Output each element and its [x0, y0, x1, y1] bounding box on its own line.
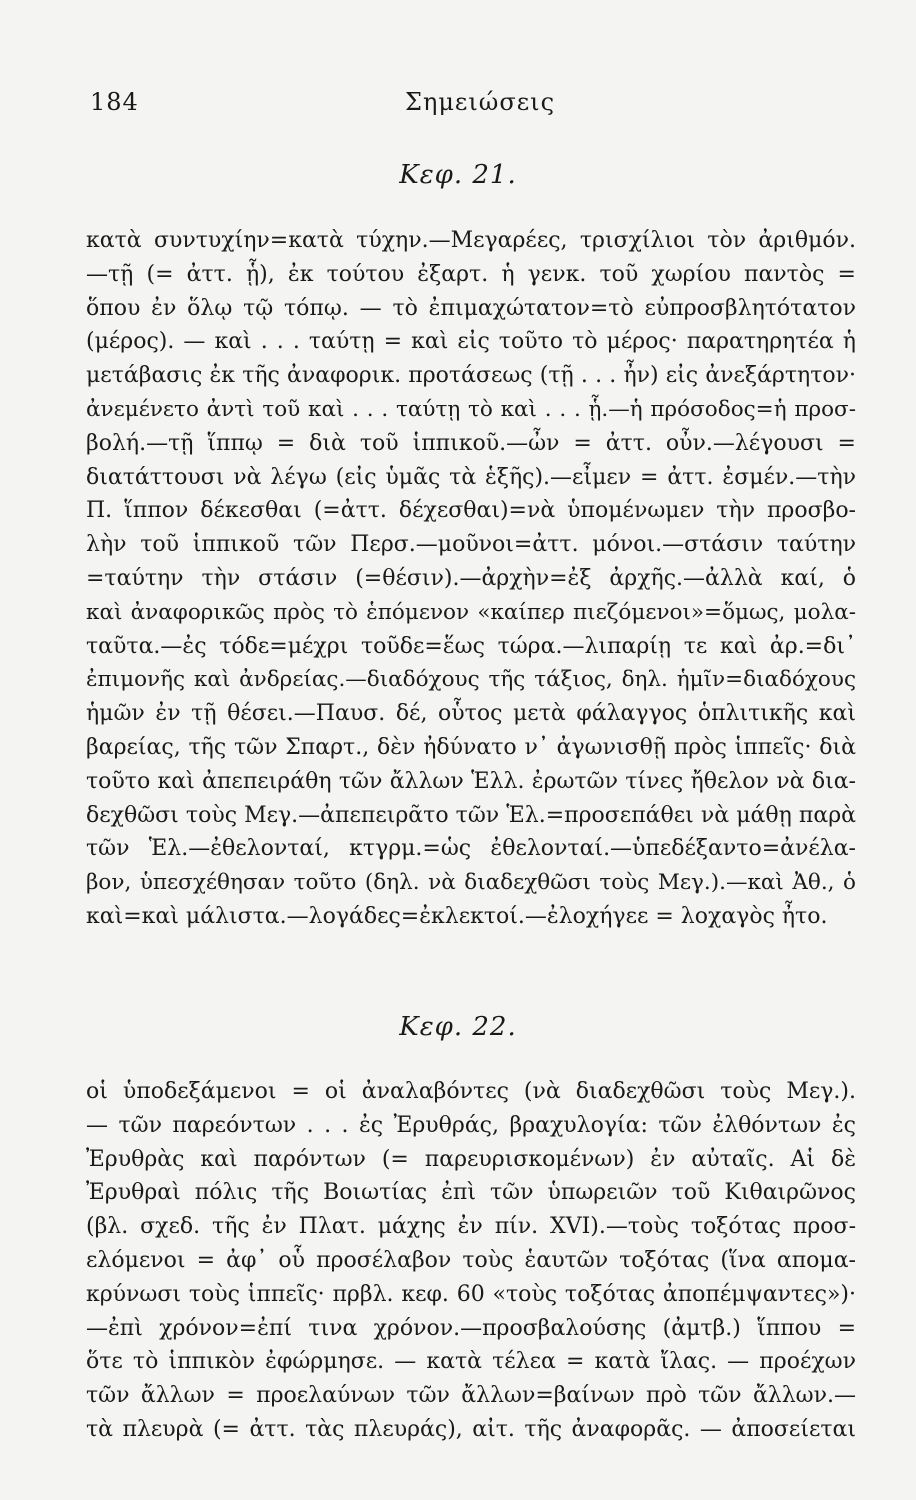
text-line: κατὰ συντυχίην=κατὰ τύχην.—Μεγαρέες, τρισχίλιοι τὸν ἀριθμόν. [86, 228, 856, 253]
text-line: λὴν τοῦ ἱππικοῦ τῶν Περσ.—μοῦνοι=ἀττ. μόνοι.—στάσιν ταύτην [86, 532, 856, 558]
running-title: Σημειώσεις [404, 88, 556, 116]
text-line: ὅτε τὸ ἱππικὸν ἐφώρμησε. — κατὰ τέλεα = κατὰ ἴλας. — προέχων [86, 1349, 856, 1375]
chapter-22-heading: Κεφ. 22. [399, 1012, 517, 1042]
text-line: βαρείας, τῆς τῶν Σπαρτ., δὲν ἠδύνατο ν᾽ ἀγωνισθῇ πρὸς ἱππεῖς· διὰ [86, 734, 856, 760]
text-line: βολή.—τῇ ἵππῳ = διὰ τοῦ ἱππικοῦ.—ὦν = ἀττ. οὖν.—λέγουσι = [86, 430, 856, 456]
page-number: 184 [90, 88, 139, 116]
text-line: τῶν ἄλλων = προελαύνων τῶν ἄλλων=βαίνων πρὸ τῶν ἄλλων.— [86, 1383, 856, 1409]
text-line: καὶ ἀναφορικῶς πρὸς τὸ ἑπόμενον «καίπερ πιεζόμενοι»=ὅμως, μολα- [86, 599, 856, 625]
text-line: —ἐπὶ χρόνον=ἐπί τινα χρόνον.—προσβαλούσης (ἀμτβ.) ἵππου = [86, 1315, 856, 1341]
chapter-21-notes [86, 224, 856, 934]
text-line: βον, ὑπεσχέθησαν τοῦτο (δηλ. νὰ διαδεχθῶσι τοὺς Μεγ.).—καὶ Ἀθ., ὁ [86, 870, 856, 896]
text-line: κρύνωσι τοὺς ἱππεῖς· πρβλ. κεφ. 60 «τοὺς τοξότας ἀποπέμψαντες»)· [86, 1281, 856, 1307]
text-line: ελόμενοι = ἀφ᾽ οὗ προσέλαβον τοὺς ἑαυτῶν τοξότας (ἵνα απομα- [86, 1247, 856, 1273]
text-line: Ἐρυθρὰς καὶ παρόντων (= παρευρισκομένων) ἐν αὐταῖς. Αἱ δὲ [86, 1146, 856, 1172]
text-line: ἐπιμονῆς καὶ ἀνδρείας.—διαδόχους τῆς τάξιος, δηλ. ἡμῖν=διαδόχους [86, 667, 856, 693]
text-line: — τῶν παρεόντων . . . ἐς Ἐρυθράς, βραχυλογία: τῶν ἐλθόντων ἐς [86, 1112, 856, 1138]
text-line: καὶ=καὶ μάλιστα.—λογάδες=ἐκλεκτοί.—ἐλοχήγεε = λοχαγὸς ἦτο. [86, 903, 828, 929]
chapter-21-heading: Κεφ. 21. [399, 160, 517, 190]
text-line: (βλ. σχεδ. τῆς ἐν Πλατ. μάχης ἐν πίν. XVI).—τοὺς τοξότας προσ- [86, 1214, 856, 1240]
text-line: (μέρος). — καὶ . . . ταύτῃ = καὶ εἰς τοῦτο τὸ μέρος· παρατηρητέα ἡ [86, 329, 856, 355]
text-line: ἡμῶν ἐν τῇ θέσει.—Παυσ. δέ, οὗτος μετὰ φάλαγγος ὁπλιτικῆς καὶ [86, 701, 856, 727]
text-line: Π. ἵππον δέκεσθαι (=ἀττ. δέχεσθαι)=νὰ ὑπομένωμεν τὴν προσβο- [86, 498, 856, 524]
text-line: =ταύτην τὴν στάσιν (=θέσιν).—ἀρχὴν=ἐξ ἀρχῆς.—ἀλλὰ καί, ὁ [86, 565, 856, 591]
text-line: δεχθῶσι τοὺς Μεγ.—ἀπεπειρᾶτο τῶν Ἑλ.=προσεπάθει νὰ μάθῃ παρὰ [86, 802, 856, 828]
text-line: ὅπου ἐν ὅλῳ τῷ τόπῳ. — τὸ ἐπιμαχώτατον=τὸ εὐπροσβλητότατον [86, 295, 856, 321]
chapter-22-notes [86, 1075, 856, 1447]
text-line: ταῦτα.—ἐς τόδε=μέχρι τοῦδε=ἕως τώρα.—λιπαρίῃ τε καὶ ἀρ.=δι᾽ [86, 633, 856, 659]
text-line: Ἐρυθραὶ πόλις τῆς Βοιωτίας ἐπὶ τῶν ὑπωρειῶν τοῦ Κιθαιρῶνος [86, 1180, 856, 1206]
text-line: —τῇ (= ἀττ. ᾗ), ἐκ τούτου ἐξαρτ. ἡ γενκ. τοῦ χωρίου παντὸς = [86, 261, 856, 287]
text-line: ἀνεμένετο ἀντὶ τοῦ καὶ . . . ταύτῃ τὸ καὶ . . . ᾗ.—ἡ πρόσοδος=ἡ προσ- [86, 396, 856, 422]
text-line: τῶν Ἑλ.—ἐθελονταί, κτγρμ.=ὡς ἐθελονταί.—ὑπεδέξαντο=ἀνέλα- [86, 836, 856, 862]
text-line: τὰ πλευρὰ (= ἀττ. τὰς πλευράς), αἰτ. τῆς ἀναφορᾶς. — ἀποσείεται [86, 1416, 856, 1442]
text-line: διατάττουσι νὰ λέγω (εἰς ὑμᾶς τὰ ἑξῆς).—εἶμεν = ἀττ. ἐσμέν.—τὴν [86, 464, 856, 490]
text-line: οἱ ὑποδεξάμενοι = οἱ ἀναλαβόντες (νὰ διαδεχθῶσι τοὺς Μεγ.). [86, 1079, 856, 1104]
text-line: τοῦτο καὶ ἀπεπειράθη τῶν ἄλλων Ἑλλ. ἐρωτῶν τίνες ἤθελον νὰ δια- [86, 768, 856, 794]
text-line: μετάβασις ἐκ τῆς ἀναφορικ. προτάσεως (τῇ . . . ἦν) εἰς ἀνεξάρτητον· [86, 363, 856, 389]
